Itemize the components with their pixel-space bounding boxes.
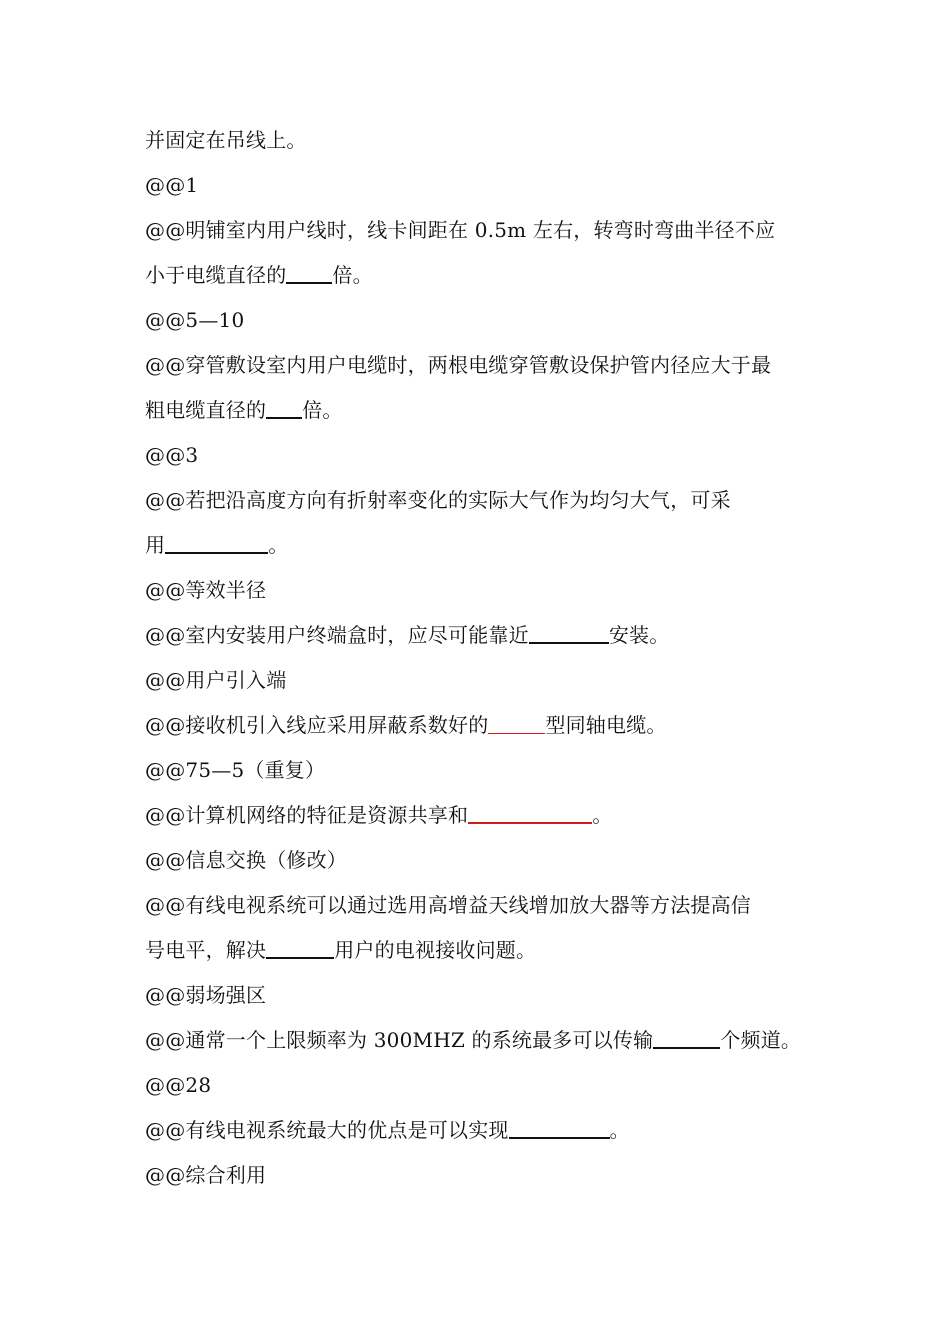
question-line [145, 928, 815, 973]
fill-in-blank [165, 551, 268, 554]
question-text-after-blank: 倍。 [332, 263, 373, 287]
fill-in-blank [266, 956, 334, 959]
answer-text: @@信息交换（修改） [145, 848, 347, 872]
answer-line [145, 838, 815, 883]
fill-in-blank [529, 641, 609, 644]
question-text-after-blank: 。 [592, 803, 613, 827]
question-text-before-blank: @@通常一个上限频率为 300MHZ 的系统最多可以传输 [145, 1028, 654, 1052]
question-text: @@穿管敷设室内用户电缆时，两根电缆穿管敷设保护管内径应大于最 [145, 353, 772, 377]
answer-text: @@1 [145, 173, 199, 197]
question-line [145, 793, 815, 838]
fill-in-blank [509, 1136, 610, 1139]
question-text-after-blank: 用户的电视接收问题。 [334, 938, 537, 962]
question-text-after-blank: 型同轴电缆。 [545, 713, 667, 737]
question-line [145, 253, 815, 298]
answer-line [145, 658, 815, 703]
question-text-before-blank: @@计算机网络的特征是资源共享和 [145, 803, 469, 827]
question-line [145, 388, 815, 433]
answer-text: @@用户引入端 [145, 668, 287, 692]
question-text-before-blank: 粗电缆直径的 [145, 398, 267, 422]
question-line [145, 703, 815, 748]
answer-line [145, 1063, 815, 1108]
answer-text: @@综合利用 [145, 1163, 267, 1187]
answer-text: @@3 [145, 443, 199, 467]
fill-in-blank [266, 416, 302, 419]
question-line [145, 343, 815, 388]
question-line [145, 208, 815, 253]
question-text: @@若把沿高度方向有折射率变化的实际大气作为均匀大气，可采 [145, 488, 731, 512]
answer-line [145, 298, 815, 343]
question-text-before-blank: @@接收机引入线应采用屏蔽系数好的 [145, 713, 489, 737]
question-line [145, 883, 815, 928]
answer-line [145, 748, 815, 793]
fill-in-blank [286, 281, 332, 284]
question-text-after-blank: 个频道。 [720, 1028, 802, 1052]
question-text: @@明铺室内用户线时，线卡间距在 0.5m 左右，转弯时弯曲半径不应 [145, 218, 776, 242]
question-text-after-blank: 。 [609, 1118, 630, 1142]
answer-text: @@5—10 [145, 308, 245, 332]
answer-line [145, 1153, 815, 1198]
question-line [145, 1018, 815, 1063]
answer-line [145, 568, 815, 613]
question-line [145, 1108, 815, 1153]
text-line [145, 118, 815, 163]
question-text-after-blank: 倍。 [302, 398, 343, 422]
answer-text: @@弱场强区 [145, 983, 267, 1007]
question-line [145, 613, 815, 658]
answer-text: @@等效半径 [145, 578, 267, 602]
question-line [145, 478, 815, 523]
line-text: 并固定在吊线上。 [145, 128, 307, 152]
question-list [145, 118, 815, 1198]
answer-text: @@75—5（重复） [145, 758, 326, 782]
fill-in-blank-red [468, 821, 592, 824]
question-text: @@有线电视系统可以通过选用高增益天线增加放大器等方法提高信 [145, 893, 751, 917]
question-text-before-blank: 用 [145, 533, 166, 557]
question-line [145, 523, 815, 568]
answer-line [145, 163, 815, 208]
fill-in-blank-red [488, 732, 545, 734]
question-text-after-blank: 。 [268, 533, 289, 557]
answer-line [145, 433, 815, 478]
answer-line [145, 973, 815, 1018]
answer-text: @@28 [145, 1073, 212, 1097]
question-text-before-blank: 小于电缆直径的 [145, 263, 287, 287]
question-text-before-blank: @@室内安装用户终端盒时，应尽可能靠近 [145, 623, 529, 647]
fill-in-blank [653, 1046, 720, 1049]
question-text-after-blank: 安装。 [608, 623, 670, 647]
question-text-before-blank: @@有线电视系统最大的优点是可以实现 [145, 1118, 509, 1142]
question-text-before-blank: 号电平，解决 [145, 938, 267, 962]
